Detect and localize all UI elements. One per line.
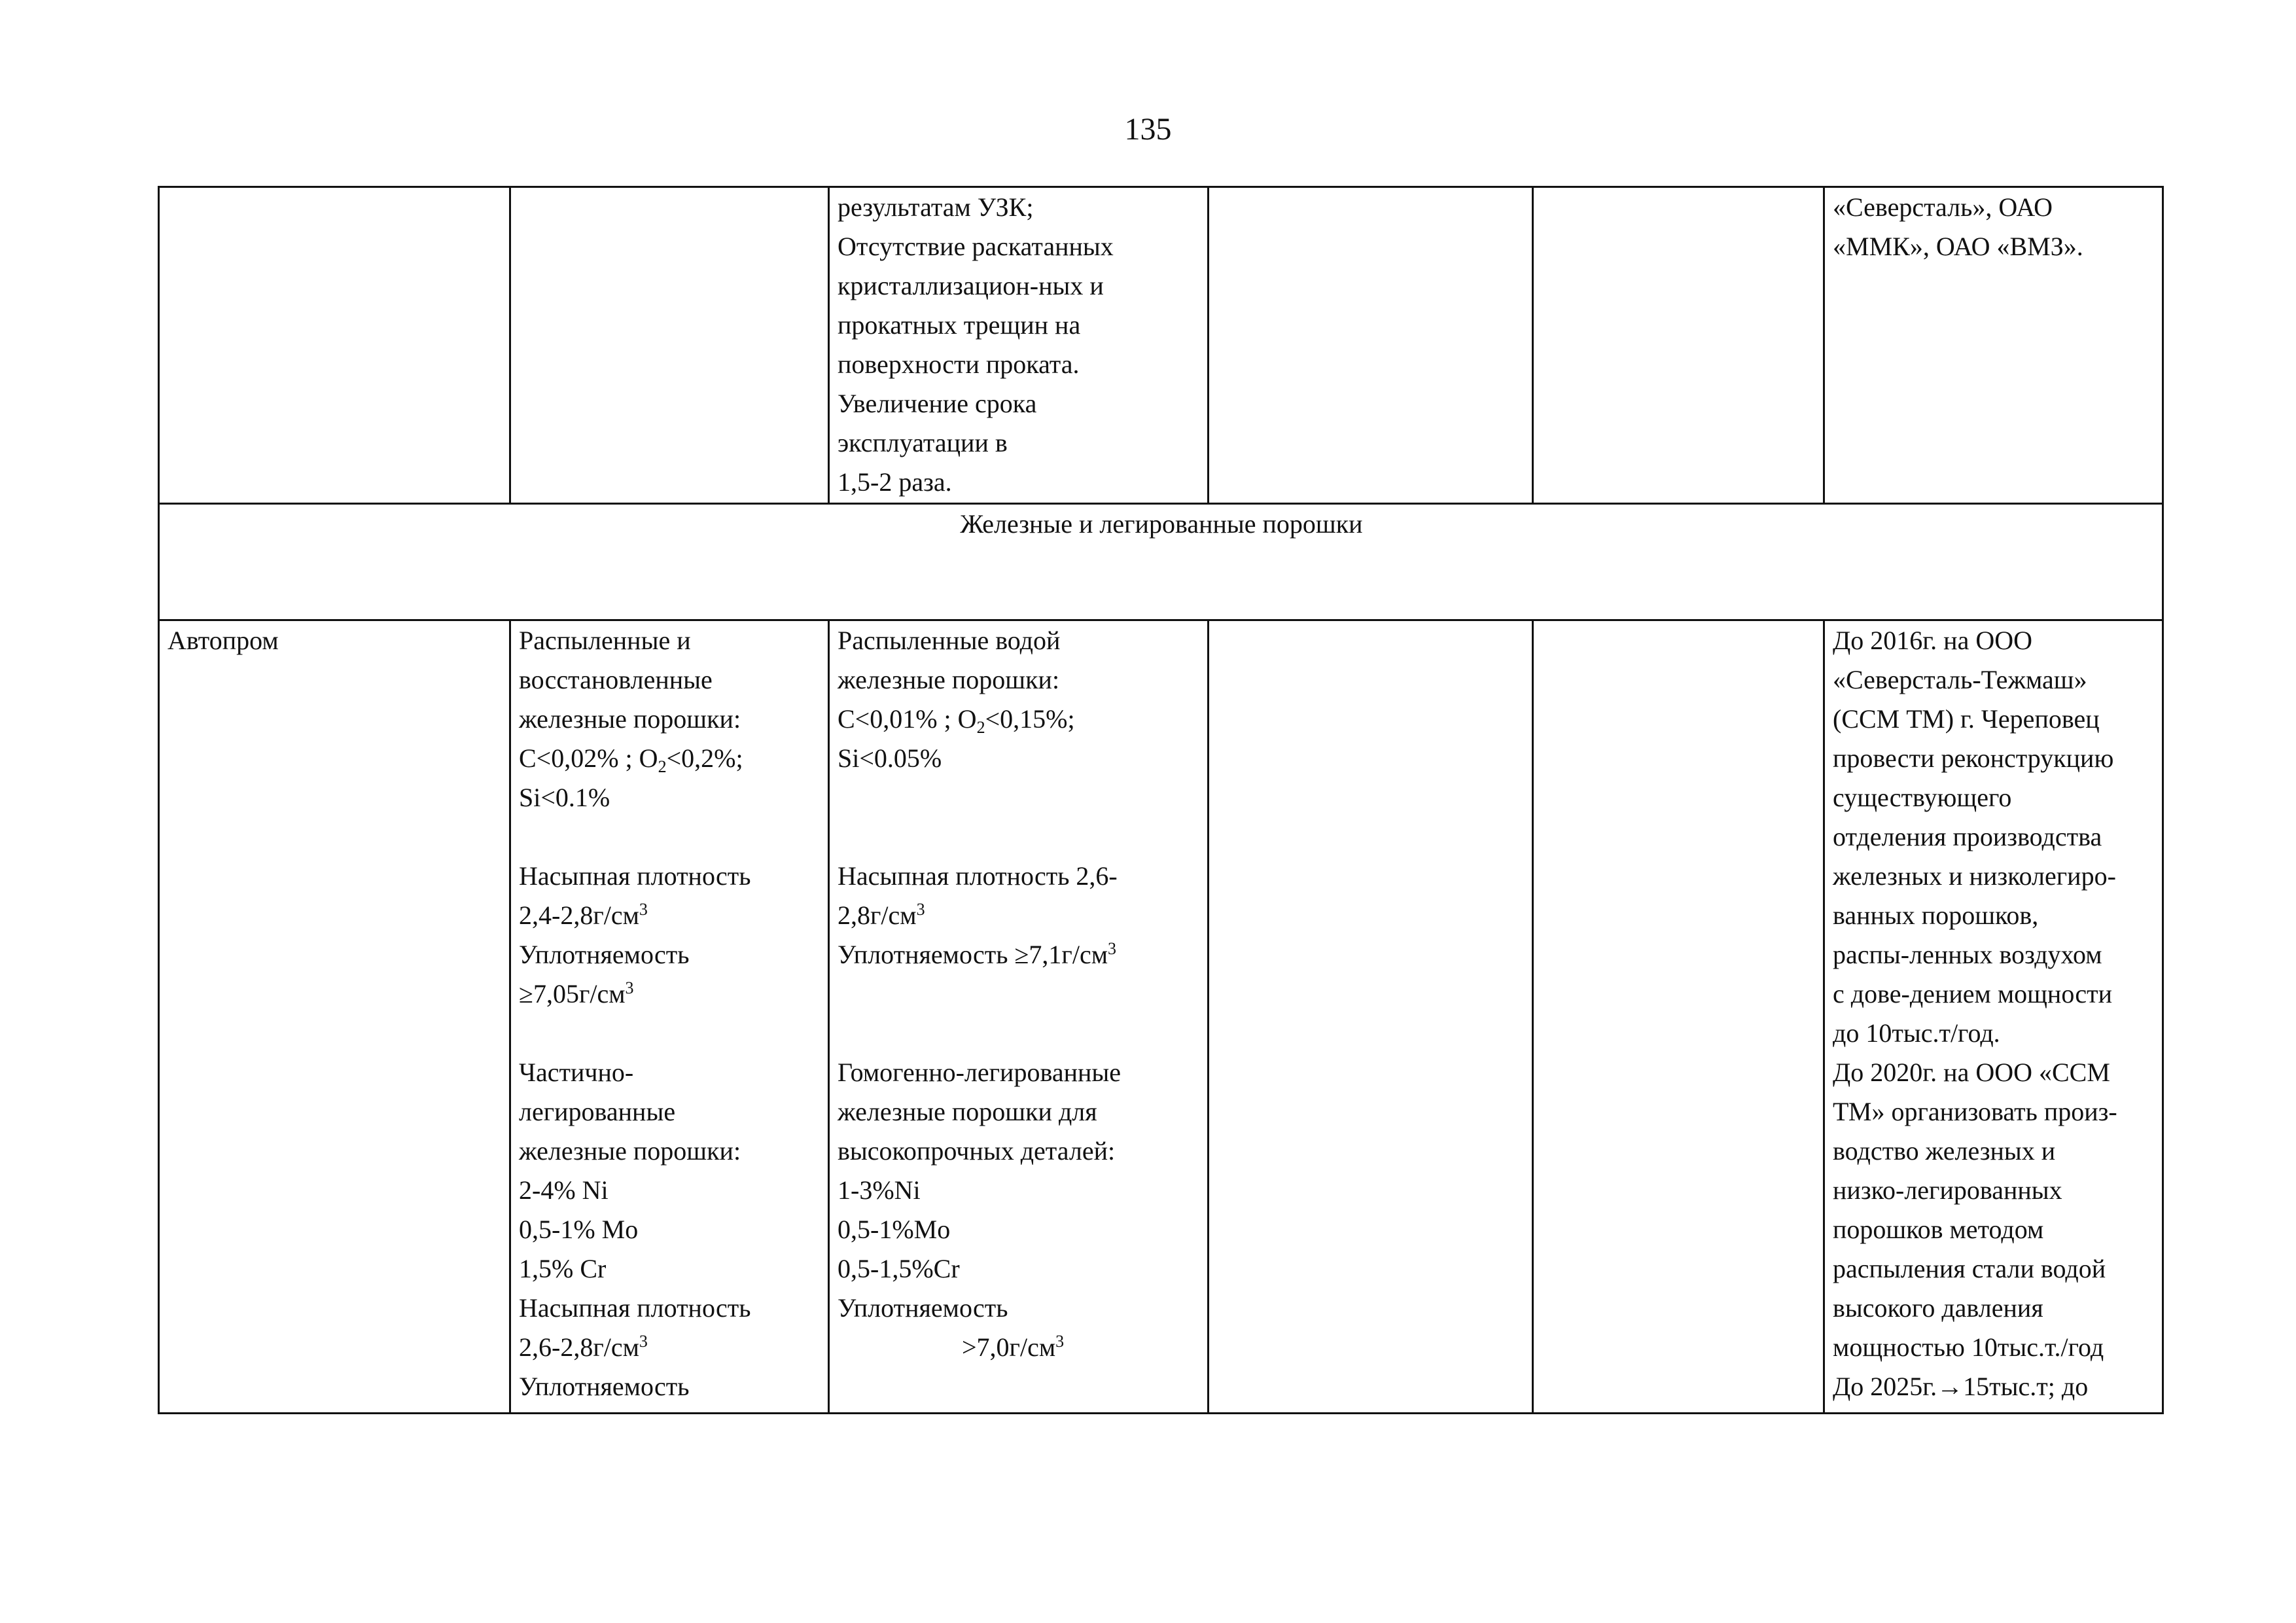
cell-industry: Автопром: [159, 620, 510, 1414]
cell-companies: «Северсталь», ОАО «ММК», ОАО «ВМЗ».: [1824, 187, 2163, 504]
cell-empty: [1533, 187, 1824, 504]
cell-empty: [510, 187, 829, 504]
cell-plans: До 2016г. на ООО «Северсталь-Тежмаш» (ССМ ТМ) г. Череповец провести реконструкцию существующего отделения производства железных и низколегиро- ванных порошков, распы-ленных воздухом с дове-дением мощности до 10тыс.т/год. До 2020г. на ООО «ССМ ТМ» организовать произ- водство железных и низко-легированных порошков методом распыления стали водой высокого давления мощностью 10тыс.т./год До 2025г.→15тыс.т; до: [1824, 620, 2163, 1414]
page-number: 135: [1124, 112, 1172, 147]
cell-target-powders: Распыленные водой железные порошки: C<0,01% ; $O_2<0,15\%$; Si<0.05% Насыпная плотность 2,6- $2,8г/см^3$ Уплотняемость $\ge 7,1г/см^3$ Гомогенно-легированные железные порошки для высокопрочных деталей: 1-3%Ni 0,5-1%Mo 0,5-1,5%Cr Уплотняемость $>7,0г/см^3$: [829, 620, 1209, 1414]
section-heading: Железные и легированные порошки: [159, 504, 2163, 620]
section-row: [159, 504, 2163, 620]
cell-empty: [1533, 620, 1824, 1414]
cell-current-powders: Распыленные и восстановленные железные порошки: C<0,02% ; $O_2<0,2\%$; Si<0.1% Насыпная плотность $2,4-2,8г/см^3$ Уплотняемость $\ge 7,05г/см^3$ Частично- легированные железные порошки: 2-4% Ni 0,5-1% Mo 1,5% Cr Насыпная плотность $2,6-2,8г/см^3$ Уплотняемость: [510, 620, 829, 1414]
cell-empty: [1209, 187, 1533, 504]
cell-results: результатам УЗК; Отсутствие раскатанных кристаллизацион-ных и прокатных трещин на поверхности проката. Увеличение срока эксплуатации в 1,5-2 раза.: [829, 187, 1209, 504]
cell-empty: [159, 187, 510, 504]
table-row: [159, 620, 2163, 1414]
data-table: [158, 186, 2164, 1414]
cell-empty: [1209, 620, 1533, 1414]
table-row: [159, 187, 2163, 504]
